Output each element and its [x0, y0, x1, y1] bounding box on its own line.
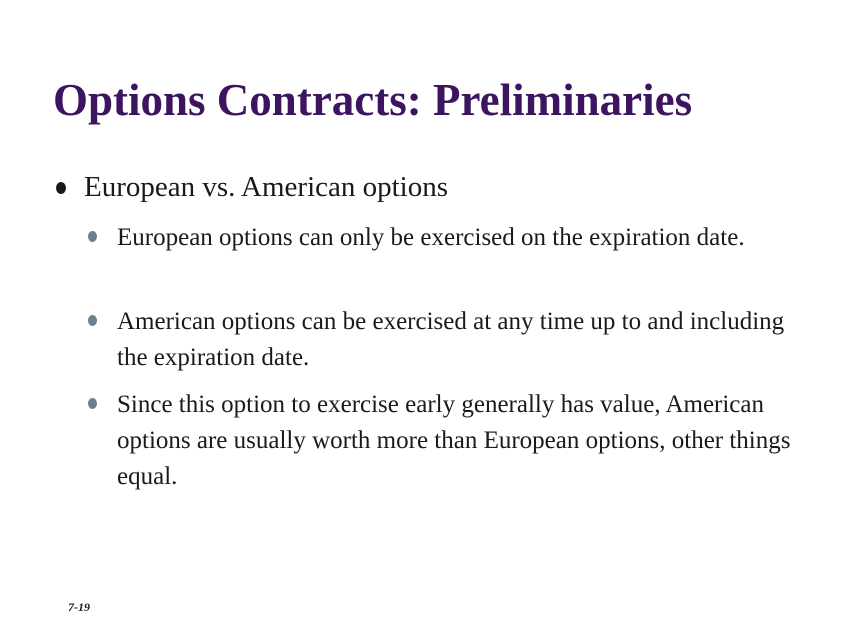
- sub-bullet-dot-icon: [88, 398, 97, 409]
- sub-bullet-text: Since this option to exercise early generally has value, American options are usually worth more than European options, other things equal.: [117, 391, 791, 490]
- sub-bullet-text: American options can be exercised at any time up to and including the expiration date.: [117, 308, 785, 371]
- sub-bullet-dot-icon: [88, 231, 97, 242]
- page-number: 7-19: [68, 600, 90, 614]
- main-bullet-text: European vs. American options: [84, 171, 449, 203]
- slide-title: Options Contracts: Preliminaries: [53, 75, 693, 125]
- bullet-dot-icon: [56, 182, 66, 194]
- sub-bullet-dot-icon: [88, 315, 97, 326]
- sub-bullet-text: European options can only be exercised on the expiration date.: [117, 224, 745, 251]
